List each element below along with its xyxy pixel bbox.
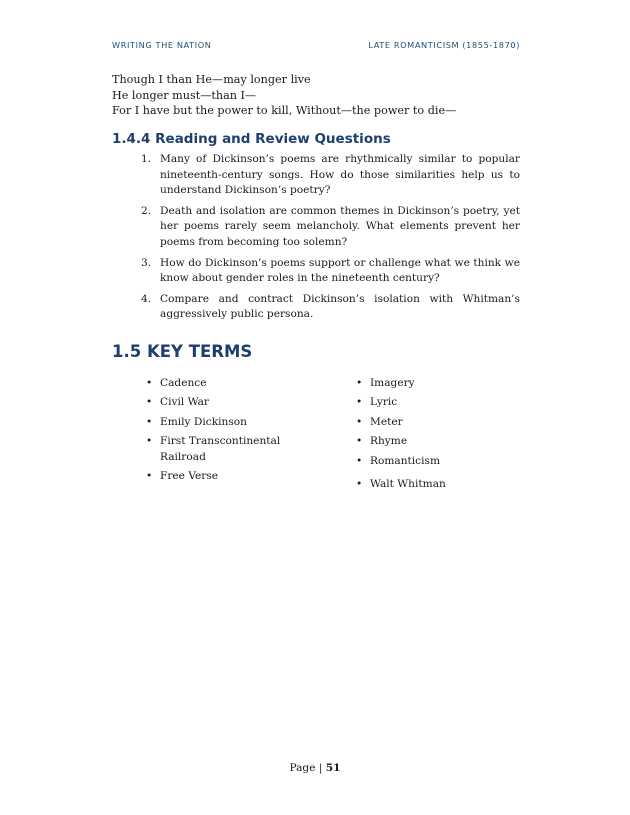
key-terms-right-column [356, 376, 506, 497]
question-item [112, 204, 520, 251]
review-questions-list [112, 152, 520, 328]
key-terms-left-column [146, 376, 296, 489]
page-number: 51 [325, 762, 341, 774]
key-term-item: • Imagery [356, 376, 506, 392]
page-footer [0, 762, 630, 774]
question-item [112, 256, 520, 287]
key-term-item: • Civil War [146, 395, 296, 411]
question-text: Many of Dickinson’s poems are rhythmically similar to popular nineteenth-century songs. How do those similarities help us to understand Dickinson’s poetry? [160, 153, 520, 197]
running-header [112, 40, 520, 50]
key-term-item: • First Transcontinental Railroad [146, 434, 296, 465]
question-number: 1. [141, 153, 152, 165]
poem-line: For I have but the power to kill, Without—the power to die— [112, 104, 457, 117]
key-term-item: • Rhyme [356, 434, 506, 450]
question-text: How do Dickinson’s poems support or challenge what we think we know about gender roles in the nineteenth century? [160, 256, 520, 285]
header-book-title: WRITING THE NATION [112, 40, 212, 50]
key-term-item: • Cadence [146, 376, 296, 392]
key-term-item: • Lyric [356, 395, 506, 411]
key-term-item: • Walt Whitman [356, 477, 506, 493]
question-number: 3. [141, 256, 152, 269]
poem-line: Though I than He—may longer live [112, 73, 311, 86]
poem-line: He longer must—than I— [112, 88, 257, 102]
question-text: Death and isolation are common themes in Dickinson’s poetry, yet her poems rarely seem melancholy. What elements prevent her poems from becoming too solemn? [160, 204, 520, 248]
question-number: 4. [141, 292, 152, 305]
header-chapter-title: LATE ROMANTICISM (1855-1870) [368, 40, 520, 50]
key-term-item: • Meter [356, 415, 506, 431]
page-label: Page | [289, 762, 323, 774]
key-term-item: • Romanticism [356, 454, 506, 470]
question-item [112, 292, 520, 323]
review-questions-heading: 1.4.4 Reading and Review Questions [112, 131, 391, 147]
key-terms-heading: 1.5 KEY TERMS [112, 342, 253, 361]
question-item [112, 152, 520, 199]
key-term-item: • Emily Dickinson [146, 415, 296, 431]
question-number: 2. [141, 204, 152, 217]
question-text: Compare and contract Dickinson’s isolation with Whitman’s aggressively public persona. [160, 292, 520, 321]
poem-excerpt [112, 72, 456, 119]
key-term-item: • Free Verse [146, 469, 296, 485]
